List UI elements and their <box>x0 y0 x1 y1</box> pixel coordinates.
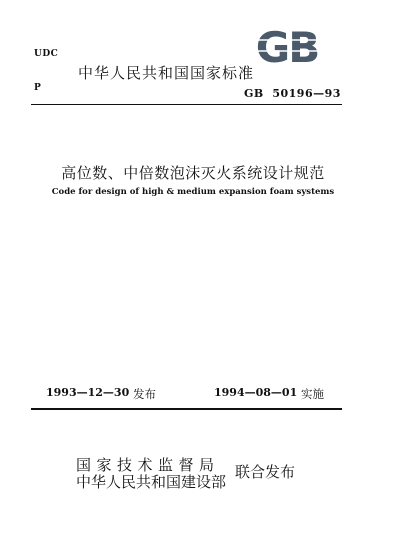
gb-logo-mark <box>252 26 322 66</box>
implementation-label: 实施 <box>301 387 324 401</box>
joint-release-label: 联合发布 <box>235 463 296 481</box>
gb-logo-text: GB <box>255 26 319 66</box>
udc-label: UDC <box>34 49 59 59</box>
top-divider <box>31 104 342 105</box>
p-code-label: P <box>34 83 41 93</box>
implementation-date: 1994—08—01 <box>214 386 298 399</box>
document-title-chinese: 高位数、中倍数泡沫灭火系统设计规范 <box>61 164 325 182</box>
issue-date: 1993—12—30 <box>46 386 130 399</box>
issue-label: 发布 <box>133 387 156 401</box>
standard-number: GB 50196—93 <box>244 87 341 100</box>
document-title-english: Code for design of high & medium expansion foam systems <box>51 187 335 197</box>
issuer-ministry-of-construction: 中华人民共和国建设部 <box>76 473 227 491</box>
bottom-divider <box>31 408 342 410</box>
gb-logo <box>252 26 322 66</box>
national-standard-heading: 中华人民共和国国家标准 <box>78 64 255 82</box>
issuer-technical-supervision-bureau: 国家技术监督局 <box>76 456 220 474</box>
